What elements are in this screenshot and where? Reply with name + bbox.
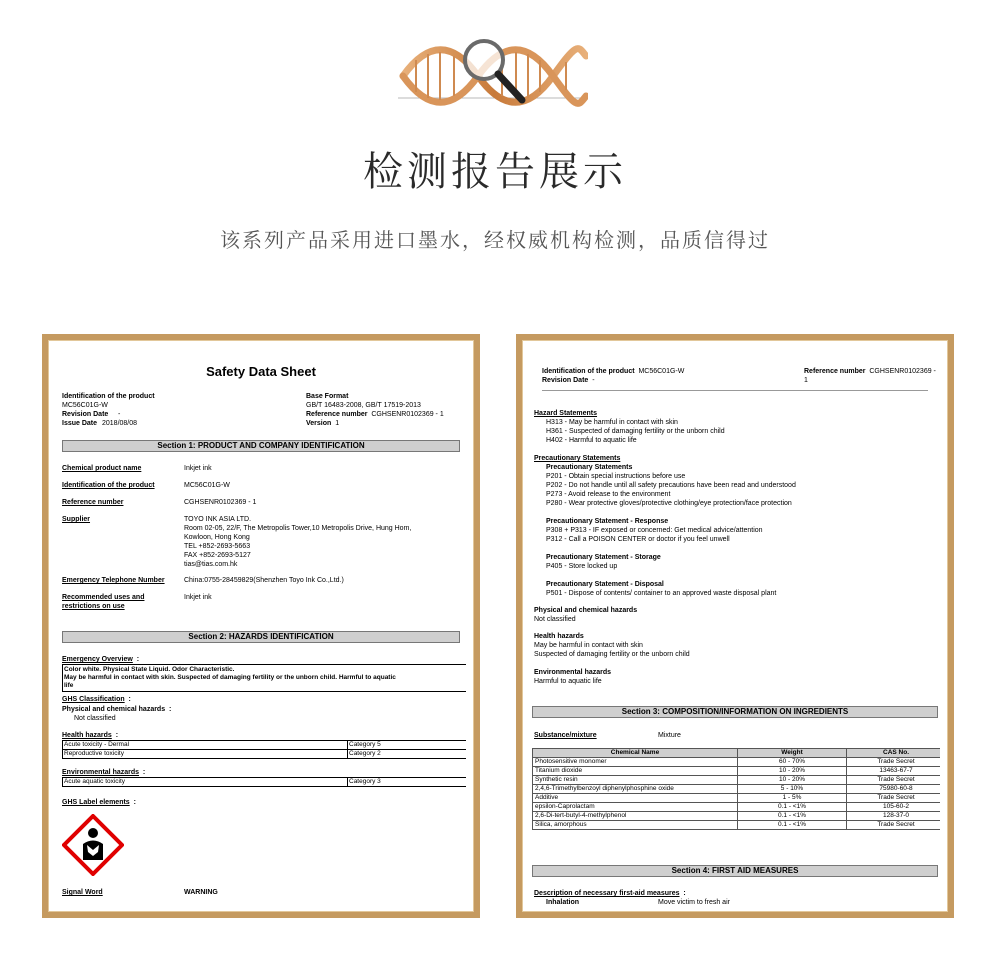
version-label: Version — [306, 420, 332, 427]
issue-value: 2018/08/08 — [102, 420, 138, 427]
prevention-lines — [546, 472, 796, 508]
emergency-phone-label: Emergency Telephone Number — [62, 577, 165, 584]
precautionary-label: Precautionary Statements — [534, 455, 621, 462]
hazard-category: Category 5 — [349, 741, 381, 748]
table-row — [533, 785, 941, 794]
chemical-name: Photosensitive monomer — [533, 758, 738, 767]
sds-page-1 — [56, 348, 466, 904]
cas-no: 75980-60-8 — [847, 785, 941, 794]
table-row — [533, 803, 941, 812]
table-row — [533, 758, 941, 767]
ghs-label-elements-row — [62, 798, 136, 807]
cas-no: Trade Secret — [847, 758, 941, 767]
id-label: Identification of the product — [62, 393, 155, 400]
revision-label: Revision Date — [62, 411, 109, 418]
table-header-row — [533, 749, 941, 758]
reference-label: Reference number — [804, 368, 866, 375]
recommended-label-2: restrictions on use — [62, 603, 125, 610]
cas-no: Trade Secret — [847, 821, 941, 830]
chemical-name: Silica, amorphous — [533, 821, 738, 830]
precaution-line: P280 - Wear protective gloves/protective clothing/eye protection/face protection — [546, 500, 792, 507]
id-product-value: MC56C01G-W — [184, 482, 230, 489]
sds-title: Safety Data Sheet — [206, 364, 316, 379]
weight: 10 - 20% — [738, 776, 847, 785]
table-row — [533, 776, 941, 785]
reference-row — [306, 410, 444, 419]
table-row — [533, 767, 941, 776]
chem-name-value: Inkjet ink — [184, 465, 212, 472]
health-line: May be harmful in contact with skin — [534, 642, 643, 649]
chemical-name: 2,6-Di-tert-butyl-4-methylphenol — [533, 812, 738, 821]
signal-word-value: WARNING — [184, 889, 218, 896]
emergency-overview-line: Color white. Physical State Liquid. Odor Characteristic. — [64, 666, 235, 673]
chemical-name: epsilon-Caprolactam — [533, 803, 738, 812]
first-aid-label: Description of necessary first-aid measures — [534, 890, 680, 897]
revision-value: - — [118, 411, 121, 418]
precaution-line: P273 - Avoid release to the environment — [546, 491, 671, 498]
section-4-bar: Section 4: FIRST AID MEASURES — [532, 865, 938, 877]
hazard-name: Reproductive toxicity — [64, 750, 124, 757]
health-lines — [534, 641, 690, 659]
health-line: Suspected of damaging fertility or the unborn child — [534, 651, 690, 658]
supplier-label: Supplier — [62, 516, 91, 523]
first-aid-row — [534, 889, 686, 898]
revision-row — [542, 376, 595, 385]
phys-chem-label: Physical and chemical hazards — [62, 706, 166, 713]
substance-value: Mixture — [658, 732, 681, 739]
emergency-overview-box — [62, 664, 466, 692]
version-row — [306, 419, 339, 428]
revision-value: - — [592, 377, 595, 384]
emergency-overview-line: life — [64, 682, 74, 689]
storage-label: Precautionary Statement - Storage — [546, 554, 661, 561]
revision-label: Revision Date — [542, 377, 589, 384]
ghs-health-hazard-icon — [62, 814, 124, 876]
supplier-line: TOYO INK ASIA LTD. — [184, 516, 252, 523]
hazard-category: Category 2 — [349, 750, 381, 757]
cas-no: 105-60-2 — [847, 803, 941, 812]
table-row — [63, 741, 466, 750]
hazard-statement: H402 - Harmful to aquatic life — [546, 437, 637, 444]
hazard-name: Acute toxicity - Dermal — [64, 741, 130, 748]
storage-line: P405 - Store locked up — [546, 563, 618, 570]
supplier-line: FAX +852-2693-5127 — [184, 552, 251, 559]
hazard-category: Category 3 — [349, 778, 381, 785]
ghs-class-row — [62, 695, 131, 704]
section-1-bar: Section 1: PRODUCT AND COMPANY IDENTIFICATION — [62, 440, 460, 452]
hazard-name: Acute aquatic toxicity — [64, 778, 126, 785]
chemical-name: Additive — [533, 794, 738, 803]
colon: : — [683, 890, 686, 897]
sds-page-1-frame — [42, 334, 480, 918]
chem-name-label: Chemical product name — [62, 465, 142, 472]
health-label: Health hazards — [62, 732, 112, 739]
id-value: MC56C01G-W — [638, 368, 685, 375]
hazard-statements — [546, 418, 725, 445]
hazard-statement: H313 - May be harmful in contact with skin — [546, 419, 678, 426]
id-value: MC56C01G-W — [62, 402, 108, 409]
table-row — [533, 821, 941, 830]
supplier-line: Kowloon, Hong Kong — [184, 534, 250, 541]
phys-chem-value: Not classified — [74, 715, 116, 722]
reference-value: CGHSENR0102369 - 1 — [371, 411, 444, 418]
weight: 10 - 20% — [738, 767, 847, 776]
colon: : — [136, 656, 140, 663]
ghs-label-elements: GHS Label elements — [62, 799, 130, 806]
precaution-line: P308 + P313 - IF exposed or concerned: Get medical advice/attention — [546, 527, 763, 534]
supplier-block — [184, 515, 411, 569]
precaution-line: P202 - Do not handle until all safety precautions have been read and understood — [546, 482, 796, 489]
env-label: Environmental hazards — [62, 769, 140, 776]
env-table — [62, 777, 466, 787]
signal-word-label: Signal Word — [62, 889, 103, 896]
colon: : — [169, 706, 172, 713]
sds-page-2 — [530, 348, 940, 904]
env-label: Environmental hazards — [534, 669, 612, 676]
colon: : — [115, 732, 119, 739]
reference-value: CGHSENR0102369 - 1 — [804, 368, 936, 384]
weight: 0.1 - <1% — [738, 821, 847, 830]
section-2-bar: Section 2: HAZARDS IDENTIFICATION — [62, 631, 460, 643]
cas-no: Trade Secret — [847, 776, 941, 785]
table-row — [533, 812, 941, 821]
colon: : — [142, 769, 146, 776]
table-row — [533, 794, 941, 803]
version-value: 1 — [335, 420, 340, 427]
colon: : — [133, 799, 136, 806]
emergency-overview-label: Emergency Overview — [62, 656, 133, 663]
table-row — [63, 778, 466, 786]
id-label: Identification of the product — [542, 368, 635, 375]
supplier-line: tias@tias.com.hk — [184, 561, 238, 568]
page-title: 检测报告展示 — [363, 149, 627, 195]
disposal-line: P501 - Dispose of contents/ container to an approved waste disposal plant — [546, 590, 777, 597]
phys-chem-row — [62, 705, 171, 714]
cas-no: 13463-67-7 — [847, 767, 941, 776]
env-row — [62, 768, 145, 777]
precaution-line: P201 - Obtain special instructions before use — [546, 473, 686, 480]
health-row — [62, 731, 118, 740]
reference-label: Reference number — [306, 411, 368, 418]
header-rule — [542, 390, 928, 391]
ref-label: Reference number — [62, 499, 124, 506]
issue-label: Issue Date — [62, 420, 98, 427]
inhalation-value: Move victim to fresh air — [658, 899, 730, 904]
phys-value: Not classified — [534, 616, 576, 623]
weight: 60 - 70% — [738, 758, 847, 767]
recommended-value: Inkjet ink — [184, 594, 212, 601]
colon: : — [128, 696, 131, 703]
disposal-label: Precautionary Statement - Disposal — [546, 581, 664, 588]
cas-no: 128-37-0 — [847, 812, 941, 821]
emergency-overview-row — [62, 655, 139, 664]
supplier-line: TEL +852-2693-5663 — [184, 543, 251, 550]
col-chemical-name: Chemical Name — [533, 749, 738, 758]
table-row — [63, 750, 466, 758]
cas-no: Trade Secret — [847, 794, 941, 803]
weight: 0.1 - <1% — [738, 803, 847, 812]
response-lines — [546, 526, 763, 544]
recommended-label-1: Recommended uses and — [62, 594, 145, 601]
hazard-statements-label: Hazard Statements — [534, 410, 598, 417]
ghs-class-label: GHS Classification — [62, 696, 125, 703]
id-product-label: Identification of the product — [62, 482, 155, 489]
chemical-name: Synthetic resin — [533, 776, 738, 785]
base-format-value: GB/T 16483-2008, GB/T 17519-2013 — [306, 402, 421, 409]
hazard-statement: H361 - Suspected of damaging fertility or the unborn child — [546, 428, 725, 435]
weight: 5 - 10% — [738, 785, 847, 794]
ref-value: CGHSENR0102369 - 1 — [184, 499, 257, 506]
composition-table — [532, 748, 940, 830]
dna-magnifier-icon — [398, 36, 588, 116]
hero-header — [0, 0, 990, 330]
precaution-line: P312 - Call a POISON CENTER or doctor if you feel unwell — [546, 536, 730, 543]
base-format-label: Base Format — [306, 393, 349, 400]
reference-row — [804, 367, 940, 385]
col-cas: CAS No. — [847, 749, 941, 758]
sds-page-2-frame — [516, 334, 954, 918]
emergency-overview-line: May be harmful in contact with skin. Suspected of damaging fertility or the unborn child. Harmful to aquatic — [64, 674, 396, 681]
response-label: Precautionary Statement - Response — [546, 518, 669, 525]
section-3-bar: Section 3: COMPOSITION/INFORMATION ON INGREDIENTS — [532, 706, 938, 718]
weight: 1 - 5% — [738, 794, 847, 803]
chemical-name: 2,4,6-Trimethylbenzoyl diphenylphosphine oxide — [533, 785, 738, 794]
id-row — [542, 367, 684, 376]
health-table — [62, 740, 466, 759]
weight: 0.1 - <1% — [738, 812, 847, 821]
chemical-name: Titanium dioxide — [533, 767, 738, 776]
supplier-line: Room 02-05, 22/F, The Metropolis Tower,10 Metropolis Drive, Hung Hom, — [184, 525, 412, 532]
prevention-label: Precautionary Statements — [546, 464, 633, 471]
page-subtitle: 该系列产品采用进口墨水，经权威机构检测，品质信得过 — [220, 228, 770, 252]
phys-label: Physical and chemical hazards — [534, 607, 638, 614]
substance-label: Substance/mixture — [534, 732, 597, 739]
emergency-phone-value: China:0755-28459829(Shenzhen Toyo Ink Co.,Ltd.) — [184, 577, 344, 584]
health-label: Health hazards — [534, 633, 584, 640]
inhalation-label: Inhalation — [546, 899, 580, 904]
col-weight: Weight — [738, 749, 847, 758]
env-value: Harmful to aquatic life — [534, 678, 602, 685]
